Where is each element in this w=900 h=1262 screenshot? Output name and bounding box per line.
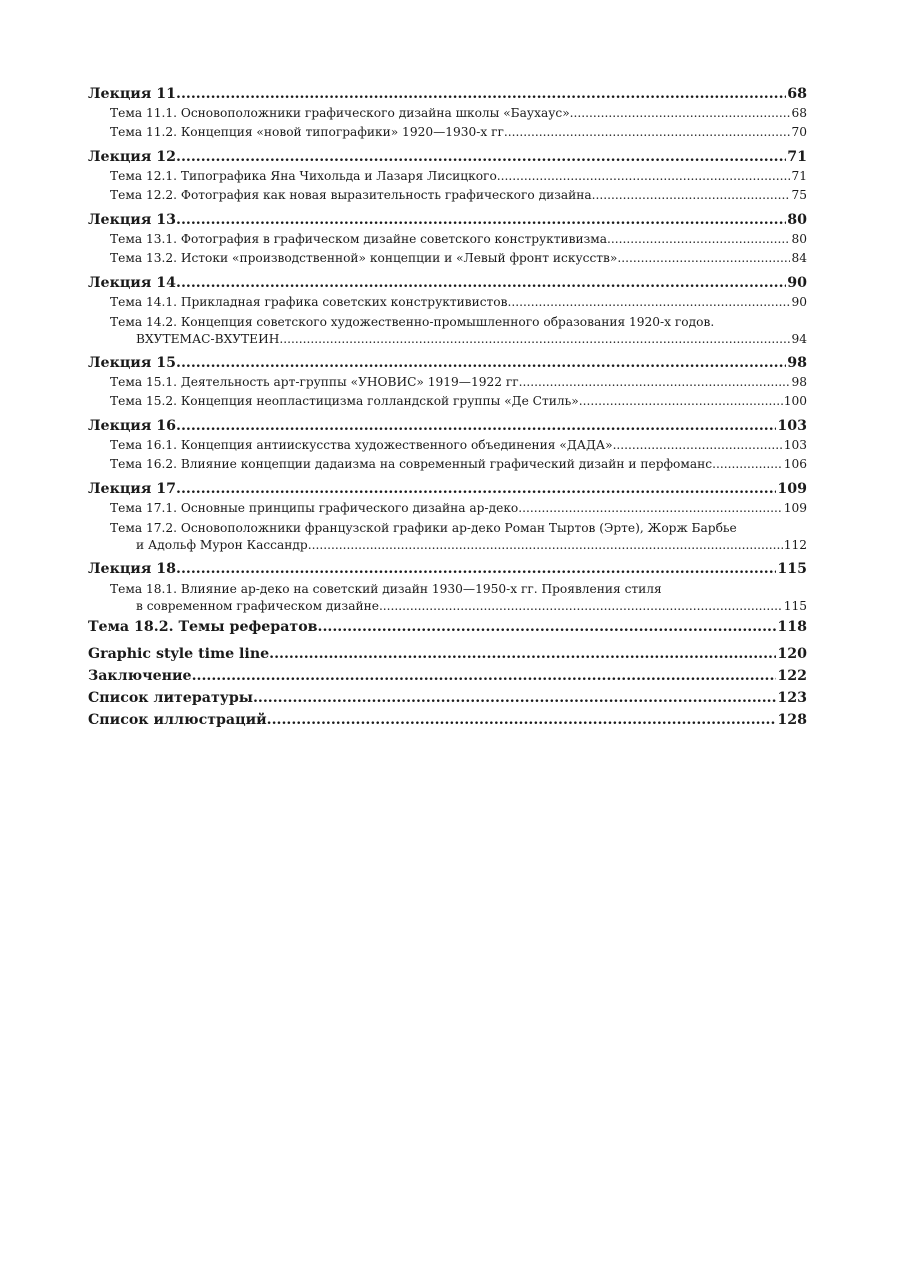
illustrations-list-entry[interactable] [88,709,807,731]
dot-leader [192,665,777,687]
dot-leader [318,617,777,637]
page-number: 98 [787,355,807,371]
timeline-entry[interactable] [88,643,807,665]
page-number: 80 [791,232,807,246]
page-number: 71 [791,169,807,183]
topic-12-1-entry[interactable] [88,167,807,186]
page-number: 109 [777,481,807,497]
lecture-14-entry[interactable] [88,273,807,293]
page-number: 90 [791,295,807,309]
page-number: 103 [783,438,807,452]
lecture-title: Лекция 16 [88,418,176,434]
page-number: 122 [777,668,807,684]
lecture-15-entry[interactable] [88,353,807,373]
topic-title: Тема 13.1. Фотография в графическом дизайне советского конструктивизма [110,232,608,246]
dot-leader [607,230,790,249]
page-number: 94 [791,332,807,346]
topic-18-1-title[interactable]: Тема 18.1. Влияние ар-деко на советский дизайн 1930—1950-х гг. Проявления стиля [110,582,662,596]
topic-title-continuation: и Адольф Мурон Кассандр [136,538,308,552]
lecture-13-entry[interactable] [88,210,807,230]
topic-title-continuation: ВХУТЕМАС-ВХУТЕИН [136,332,280,346]
page-number: 98 [791,375,807,389]
topic-17-1-entry[interactable] [88,499,807,518]
section-title: Graphic style time line [88,646,270,662]
section-title: Заключение [88,668,192,684]
page-number: 120 [777,646,807,662]
topic-title: Тема 11.2. Концепция «новой типографики» 1920—1930-х гг. [110,125,508,139]
page-number: 68 [791,106,807,120]
lecture-title: Лекция 18 [88,561,176,577]
topic-14-2-continuation[interactable] [88,331,807,348]
page-number: 75 [791,188,807,202]
dot-leader [176,147,786,167]
lecture-title: Лекция 17 [88,481,176,497]
page-number: 123 [777,690,807,706]
topic-title: Тема 18.2. Темы рефератов [88,619,318,635]
topic-18-2-entry[interactable] [88,617,807,637]
dot-leader [176,84,786,104]
topic-16-2-entry[interactable] [88,455,807,474]
topic-title-continuation: в современном графическом дизайне [136,599,379,613]
page-number: 115 [777,561,807,577]
dot-leader [613,436,783,455]
dot-leader [269,643,776,665]
page-number: 109 [783,501,807,515]
lecture-12-entry[interactable] [88,147,807,167]
dot-leader [176,273,786,293]
topic-17-2-title[interactable]: Тема 17.2. Основоположники французской графики ар-деко Роман Тыртов (Эрте), Жорж Барбье [110,521,737,535]
topic-title: Тема 15.2. Концепция неопластицизма голландской группы «Де Стиль» [110,394,579,408]
page-number: 68 [787,86,807,102]
topic-14-2-title[interactable]: Тема 14.2. Концепция советского художественно-промышленного образования 1920-х годов. [110,315,715,329]
section-title: Список иллюстраций [88,712,267,728]
dot-leader [379,598,783,615]
topic-15-1-entry[interactable] [88,373,807,392]
dot-leader [279,331,790,348]
topic-title: Тема 15.1. Деятельность арт-группы «УНОВИС» 1919—1922 гг. [110,375,523,389]
dot-leader [508,293,791,312]
page-number: 80 [787,212,807,228]
topic-title: Тема 16.1. Концепция антиискусства художественного объединения «ДАДА» [110,438,613,452]
lecture-11-entry[interactable] [88,84,807,104]
page-number: 71 [787,149,807,165]
topic-title: Тема 11.1. Основоположники графического дизайна школы «Баухаус» [110,106,570,120]
lecture-17-entry[interactable] [88,479,807,499]
lecture-title: Лекция 11 [88,86,176,102]
page-number: 118 [777,619,807,635]
lecture-16-entry[interactable] [88,416,807,436]
page-number: 70 [791,125,807,139]
dot-leader [518,499,782,518]
page-number: 90 [787,275,807,291]
topic-13-1-entry[interactable] [88,230,807,249]
dot-leader [617,249,790,268]
section-title: Список литературы [88,690,253,706]
dot-leader [508,123,791,142]
topic-title: Тема 12.2. Фотография как новая выразительность графического дизайна [110,188,592,202]
dot-leader [308,537,783,554]
lecture-title: Лекция 12 [88,149,176,165]
topic-18-1-continuation[interactable] [88,598,807,615]
topic-16-1-entry[interactable] [88,436,807,455]
topic-title: Тема 16.2. Влияние концепции дадаизма на современный графический дизайн и перфоманс [110,457,713,471]
topic-11-2-entry[interactable] [88,123,807,142]
dot-leader [176,559,776,579]
lecture-title: Лекция 13 [88,212,176,228]
page-number: 112 [783,538,807,552]
topic-14-1-entry[interactable] [88,293,807,312]
page-number: 100 [783,394,807,408]
dot-leader [176,210,786,230]
dot-leader [176,353,786,373]
dot-leader [523,373,791,392]
topic-13-2-entry[interactable] [88,249,807,268]
dot-leader [176,416,776,436]
topic-title: Тема 14.1. Прикладная графика советских конструктивистов [110,295,508,309]
dot-leader [712,455,783,474]
dot-leader [592,186,791,205]
conclusion-entry[interactable] [88,665,807,687]
dot-leader [497,167,791,186]
lecture-title: Лекция 14 [88,275,176,291]
topic-title: Тема 13.2. Истоки «производственной» концепции и «Левый фронт искусств» [110,251,618,265]
page-number: 128 [777,712,807,728]
topic-17-2-continuation[interactable] [88,537,807,554]
dot-leader [253,687,776,709]
dot-leader [267,709,777,731]
lecture-18-entry[interactable] [88,559,807,579]
topic-title: Тема 17.1. Основные принципы графического дизайна ар-деко [110,501,519,515]
page-number: 84 [791,251,807,265]
page-number: 106 [783,457,807,471]
dot-leader [570,104,791,123]
page-number: 115 [783,599,807,613]
lecture-title: Лекция 15 [88,355,176,371]
bibliography-entry[interactable] [88,687,807,709]
topic-12-2-entry[interactable] [88,186,807,205]
dot-leader [176,479,776,499]
topic-title: Тема 12.1. Типографика Яна Чихольда и Лазаря Лисицкого [110,169,497,183]
table-of-contents [88,84,807,731]
topic-11-1-entry[interactable] [88,104,807,123]
topic-15-2-entry[interactable] [88,392,807,411]
page-number: 103 [777,418,807,434]
dot-leader [579,392,783,411]
